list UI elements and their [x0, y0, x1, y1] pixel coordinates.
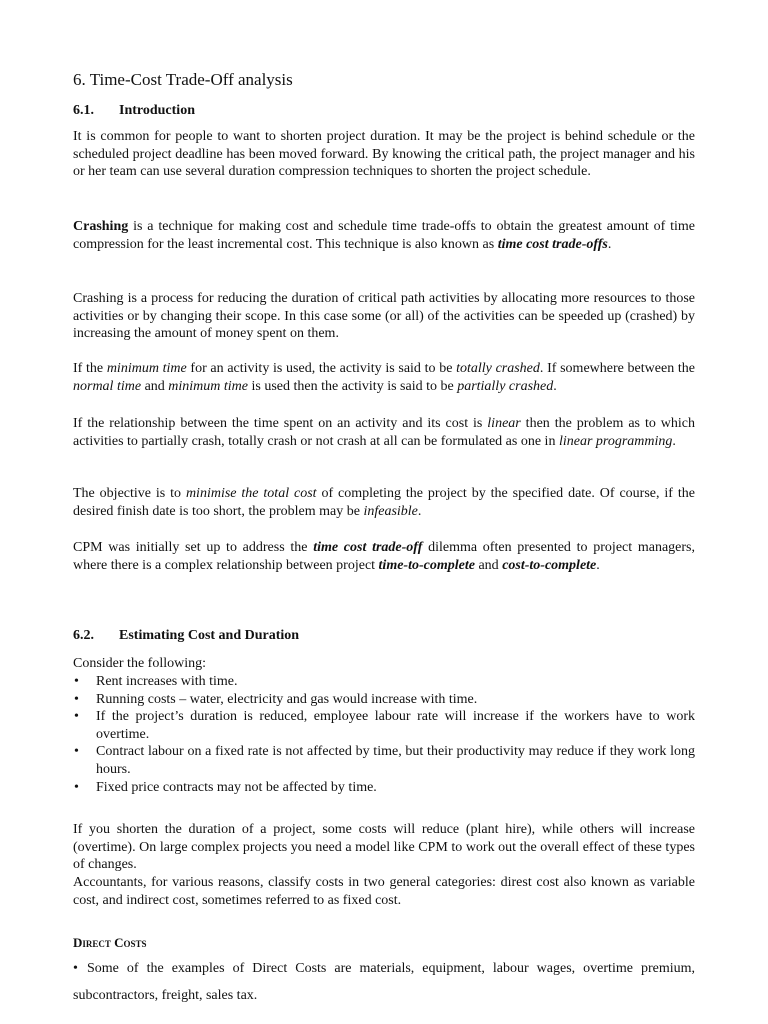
list-item: • Running costs – water, electricity and gas would increase with time. [73, 691, 695, 709]
term-infeasible: infeasible [363, 503, 418, 519]
text-run: and [474, 557, 503, 573]
term-minimum-time: minimum time [106, 361, 187, 376]
text-run: is used then the activity is said to be [248, 378, 458, 394]
term-minimum-time: minimum time [168, 378, 248, 394]
text-run: . [596, 557, 600, 573]
text-run: . [672, 433, 676, 449]
paragraph-objective [73, 485, 695, 520]
list-item: • Contract labour on a fixed rate is not affected by time, but their productivity may reduce if they work long hours. [73, 743, 695, 778]
paragraph-minimum-time [73, 360, 695, 395]
list-item-direct-costs [73, 955, 695, 1009]
paragraph-accountants: Accountants, for various reasons, classify costs in two general categories: direst cost also known as variable cost, and indirect cost, sometimes referred to as fixed cost. [73, 875, 695, 908]
page-title: 6. Time-Cost Trade-Off analysis [73, 70, 293, 89]
direct-costs-heading: Direct Costs [73, 935, 147, 950]
text-run: CPM was initially set up to address the [73, 540, 314, 555]
text-run: of completing the project by the specified date. Of course, if the desired finish date is too short, the problem may be [73, 486, 695, 519]
text-run: for an activity is used, the activity is said to be [186, 361, 457, 376]
text-run: If the [73, 361, 107, 376]
text-run: . If somewhere between the [539, 361, 695, 376]
section-number: 6.1. [73, 103, 94, 118]
text-run: The objective is to [73, 486, 186, 501]
term-cost-to-complete: cost-to-complete [502, 557, 597, 573]
list-item: • Fixed price contracts may not be affected by time. [73, 779, 695, 797]
section-number: 6.2. [73, 628, 94, 643]
term-partially-crashed: partially crashed [457, 378, 554, 394]
section-title: Introduction [119, 103, 195, 118]
list-item-text: Some of the examples of Direct Costs are materials, equipment, labour wages, overtime premium, subcontractors, freight, sales tax. [73, 961, 695, 1003]
list-item: • Rent increases with time. [73, 673, 695, 691]
text-run: . [417, 503, 422, 519]
section-heading-6-2 [73, 628, 299, 644]
paragraph-intro: It is common for people to want to shorten project duration. It may be the project is behind schedule or the scheduled project deadline has been moved forward. By knowing the critical path, the project manager and his or her team can use several duration compression techniques to shorten the project schedule. [73, 129, 695, 180]
section-title: Estimating Cost and Duration [119, 628, 300, 643]
term-linear: linear [487, 416, 521, 431]
section-heading-6-1 [73, 103, 195, 119]
paragraph-consider: Consider the following: [73, 656, 206, 671]
term-crashing: Crashing [73, 219, 129, 234]
paragraph-cpm [73, 539, 695, 574]
paragraph-crashing-definition [73, 218, 695, 253]
paragraph-shorten-duration: If you shorten the duration of a project, some costs will reduce (plant hire), while others will increase (overtime). On large complex projects you need a model like CPM to work out the overall effect of these types of changes. [73, 822, 695, 873]
text-run: and [141, 378, 169, 394]
term-linear-programming: linear programming [558, 433, 673, 449]
text-run: then the problem as to which activities to partially crash, totally crash or not crash at all can be formulated as one in [73, 416, 695, 449]
list-item: • If the project’s duration is reduced, employee labour rate will increase if the workers have to work overtime. [73, 708, 695, 743]
term-totally-crashed: totally crashed [456, 361, 540, 376]
term-time-cost-trade-offs: time cost trade-offs [497, 236, 608, 252]
text-run: . [553, 378, 557, 394]
term-time-cost-trade-off: time cost trade-off [313, 540, 423, 555]
text-run: . [607, 236, 612, 252]
term-minimise-total-cost: minimise the total cost [185, 486, 317, 501]
bullet-list-cost-factors [73, 673, 695, 796]
text-run: is a technique for making cost and schedule time trade-offs to obtain the greatest amount of time compression for the least incremental cost. This technique is also known as [73, 219, 695, 252]
paragraph-crashing-process: Crashing is a process for reducing the duration of critical path activities by allocating more resources to those activities or by changing their scope. In this case some (or all) of the activities can be speeded up (crashed) by increasing the amount of money spent on them. [73, 291, 695, 342]
bullet-icon: • [73, 961, 78, 976]
paragraph-linear-relationship [73, 415, 695, 450]
text-run: If the relationship between the time spent on an activity and its cost is [73, 416, 488, 431]
text-run: dilemma often presented to project managers, where there is a complex relationship between project [73, 540, 695, 573]
term-normal-time: normal time [73, 378, 142, 394]
term-time-to-complete: time-to-complete [378, 557, 475, 573]
